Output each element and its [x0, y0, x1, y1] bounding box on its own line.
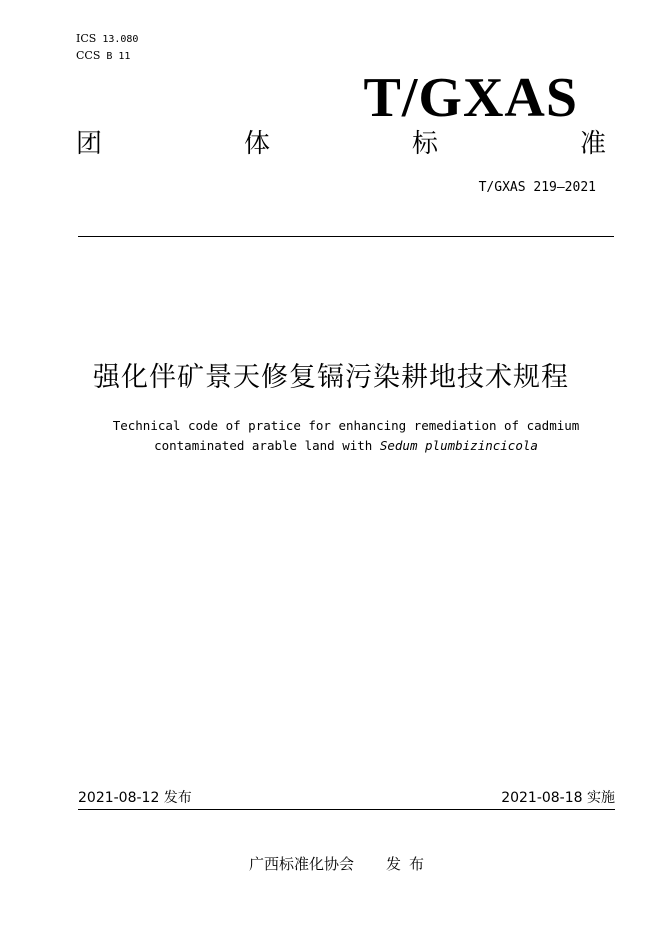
- standard-type-heading: [76, 128, 606, 160]
- standard-type-char: 准: [579, 129, 606, 159]
- title-english-species: Sedum plumbizincicola: [379, 438, 538, 453]
- ccs-classification: [76, 49, 130, 64]
- standard-logo: T/GXAS: [363, 67, 578, 129]
- footer-divider: [78, 809, 615, 810]
- implementation-date: 2021-08-18 实施: [501, 790, 615, 806]
- header-divider: [78, 236, 614, 237]
- issue-date: 2021-08-12 发布: [78, 790, 192, 806]
- document-title-english-line1: Technical code of pratice for enhancing remediation of cadmium: [112, 418, 580, 433]
- ccs-label: CCS: [76, 49, 101, 62]
- document-title-english-line2: [0, 437, 662, 455]
- ics-classification: [76, 32, 138, 47]
- title-english-prefix: contaminated arable land with: [154, 438, 380, 453]
- publisher-name: 广西标准化协会: [249, 855, 355, 873]
- ccs-code: B 11: [106, 51, 131, 62]
- ics-code: 13.080: [102, 34, 139, 45]
- ics-label: ICS: [76, 32, 97, 45]
- publisher-line: [249, 854, 432, 874]
- standard-type-char: 体: [243, 129, 270, 159]
- document-title-chinese: 强化伴矿景天修复镉污染耕地技术规程: [93, 362, 569, 393]
- standard-type-char: 标: [411, 129, 438, 159]
- standard-number: T/GXAS 219—2021: [478, 180, 596, 195]
- publisher-action: 发布: [386, 855, 433, 873]
- standard-type-char: 团: [76, 129, 103, 159]
